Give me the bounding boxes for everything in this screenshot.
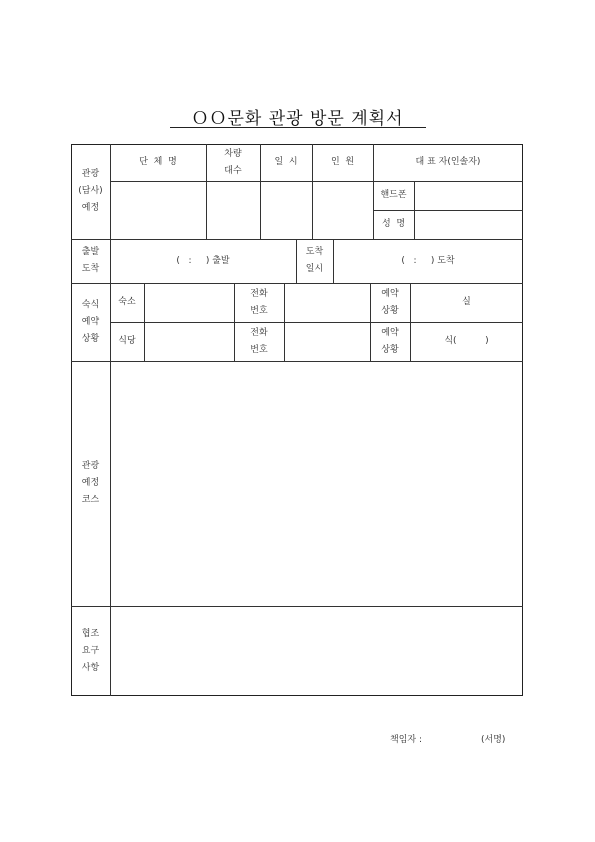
page-title: ＯＯ문화 관광 방문 계획서	[191, 109, 404, 129]
name-label: 성 명	[381, 219, 406, 229]
cooperation-label-line: 요구	[81, 645, 100, 656]
departure-arrival-label-line: 출발	[81, 247, 100, 257]
representative-header: 대 표 자(인솔자)	[415, 157, 481, 167]
course-field[interactable]	[110, 361, 523, 606]
group-name-header: 단 체 명	[139, 157, 177, 167]
date-time-field[interactable]	[260, 181, 312, 239]
lodging-meal-label-line: 예약	[81, 316, 100, 327]
restaurant-phone-label	[234, 322, 284, 361]
arrival-time-field[interactable]: ( : ) 도착	[401, 255, 455, 266]
headcount-field[interactable]	[312, 181, 373, 239]
room-count-field[interactable]: 실	[462, 297, 471, 307]
handphone-label: 핸드폰	[380, 190, 407, 200]
cooperation-label-line: 협조	[81, 628, 100, 639]
lodging-reservation-label-line: 상황	[381, 305, 399, 316]
cooperation-label-line: 사항	[81, 662, 100, 673]
lodging-phone-field[interactable]	[284, 283, 370, 322]
title-underline	[170, 127, 426, 128]
cooperation-field[interactable]	[110, 606, 523, 696]
departure-arrival-label	[71, 239, 110, 283]
lodging-reservation-label	[370, 283, 410, 322]
lodging-meal-label	[71, 283, 110, 361]
tour-plan-label-line: (담사)	[78, 186, 103, 196]
arrival-datetime-label	[296, 239, 333, 283]
restaurant-phone-label-line: 번호	[250, 344, 268, 355]
arrival-datetime-label-line: 도착	[305, 247, 324, 257]
handphone-field[interactable]	[414, 181, 523, 210]
arrival-datetime-label-line: 일시	[305, 264, 324, 274]
lodging-phone-label-line: 번호	[250, 305, 268, 316]
meal-reservation-label-line: 상황	[381, 344, 399, 355]
vehicle-count-header-line: 대수	[224, 165, 242, 176]
lodging-meal-label-line: 상황	[81, 333, 100, 344]
lodging-reservation-label-line: 예약	[381, 288, 399, 299]
restaurant-phone-label-line: 전화	[250, 327, 268, 338]
responsible-person-label: 책임자 :	[390, 735, 422, 745]
course-label-line: 코스	[81, 495, 100, 505]
lodging-meal-label-line: 숙식	[81, 299, 100, 310]
meal-count-field[interactable]: 식( )	[444, 336, 489, 346]
tour-plan-label	[71, 144, 110, 239]
headcount-header: 인 원	[330, 157, 355, 167]
meal-reservation-label	[370, 322, 410, 361]
course-label-line: 관광	[81, 461, 100, 471]
date-time-header: 일 시	[274, 157, 298, 167]
meal-label: 식당	[118, 336, 136, 346]
group-name-field[interactable]	[110, 181, 206, 239]
departure-arrival-label-line: 도착	[81, 264, 100, 274]
meal-reservation-label-line: 예약	[381, 327, 399, 338]
tour-plan-label-line: 예정	[81, 203, 100, 213]
tour-plan-label-line: 관광	[81, 169, 100, 179]
name-field[interactable]	[414, 210, 523, 239]
course-label-line: 예정	[81, 478, 100, 488]
restaurant-name-field[interactable]	[144, 322, 234, 361]
signature-label: (서명)	[481, 735, 506, 745]
vehicle-count-header	[206, 144, 260, 181]
vehicle-count-field[interactable]	[206, 181, 260, 239]
restaurant-phone-field[interactable]	[284, 322, 370, 361]
lodging-label: 숙소	[118, 297, 136, 307]
lodging-name-field[interactable]	[144, 283, 234, 322]
course-label	[71, 361, 110, 606]
lodging-phone-label	[234, 283, 284, 322]
vehicle-count-header-line: 차량	[224, 148, 242, 159]
lodging-phone-label-line: 전화	[250, 288, 268, 299]
cooperation-label	[71, 606, 110, 696]
departure-time-field[interactable]: ( : ) 출발	[176, 255, 230, 266]
